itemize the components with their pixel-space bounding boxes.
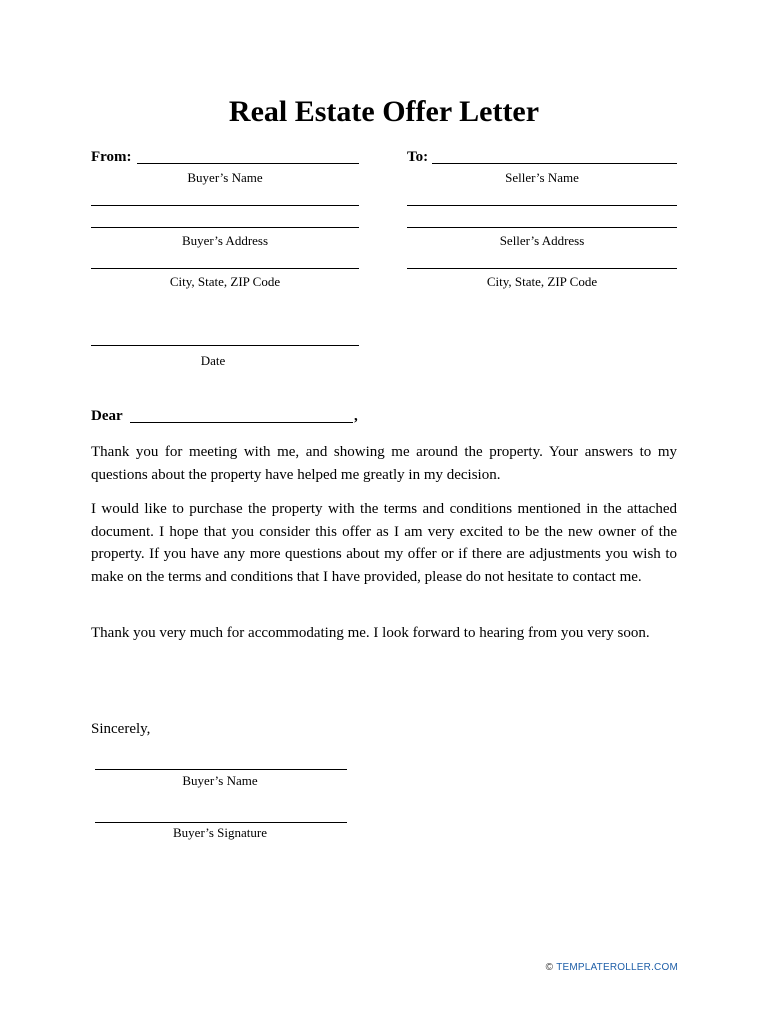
signature-name-line[interactable] <box>95 769 347 770</box>
buyer-address-line-1[interactable] <box>91 205 359 206</box>
date-caption: Date <box>200 353 226 368</box>
footer-text: TEMPLATEROLLER.COM <box>556 962 678 973</box>
seller-name-caption: Seller’s Name <box>505 170 579 185</box>
footer-link[interactable] <box>546 962 678 974</box>
buyer-city-line[interactable] <box>91 268 359 269</box>
dear-comma: , <box>354 408 358 424</box>
paragraph-1: Thank you for meeting with me, and showing me around the property. Your answers to my questions about the property have helped me greatly in my decision. <box>91 444 677 483</box>
seller-address-caption: Seller’s Address <box>499 233 585 248</box>
buyer-name-caption: Buyer’s Name <box>187 170 263 185</box>
paragraph-3: Thank you very much for accommodating me. I look forward to hearing from you very soon. <box>91 625 650 641</box>
to-label: To: <box>407 149 429 165</box>
buyer-address-line-2[interactable] <box>91 227 359 228</box>
dear-label: Dear <box>91 408 123 424</box>
buyer-name-line[interactable] <box>137 163 359 164</box>
buyer-city-caption: City, State, ZIP Code <box>169 274 281 289</box>
document-title: Real Estate Offer Letter <box>228 95 540 128</box>
recipient-name-line[interactable] <box>130 422 353 423</box>
seller-name-line[interactable] <box>432 163 677 164</box>
date-line[interactable] <box>91 345 359 346</box>
signature-name-caption: Buyer’s Name <box>182 773 258 788</box>
signature-caption: Buyer’s Signature <box>173 825 267 840</box>
signature-line[interactable] <box>95 822 347 823</box>
buyer-address-caption: Buyer’s Address <box>181 233 269 248</box>
seller-city-line[interactable] <box>407 268 677 269</box>
copyright-icon: © <box>545 962 554 973</box>
seller-address-line-2[interactable] <box>407 227 677 228</box>
paragraph-2: I would like to purchase the property with the terms and conditions mentioned in the attached document. I hope that you consider this offer as I am very excited to be the new owner of the property. If you have any more questions about my offer or if there are adjustments you wish to make on the terms and conditions that I have provided, please do not hesitate to contact me. <box>91 501 677 585</box>
seller-address-line-1[interactable] <box>407 205 677 206</box>
closing: Sincerely, <box>91 721 151 737</box>
seller-city-caption: City, State, ZIP Code <box>486 274 598 289</box>
from-label: From: <box>91 149 132 165</box>
